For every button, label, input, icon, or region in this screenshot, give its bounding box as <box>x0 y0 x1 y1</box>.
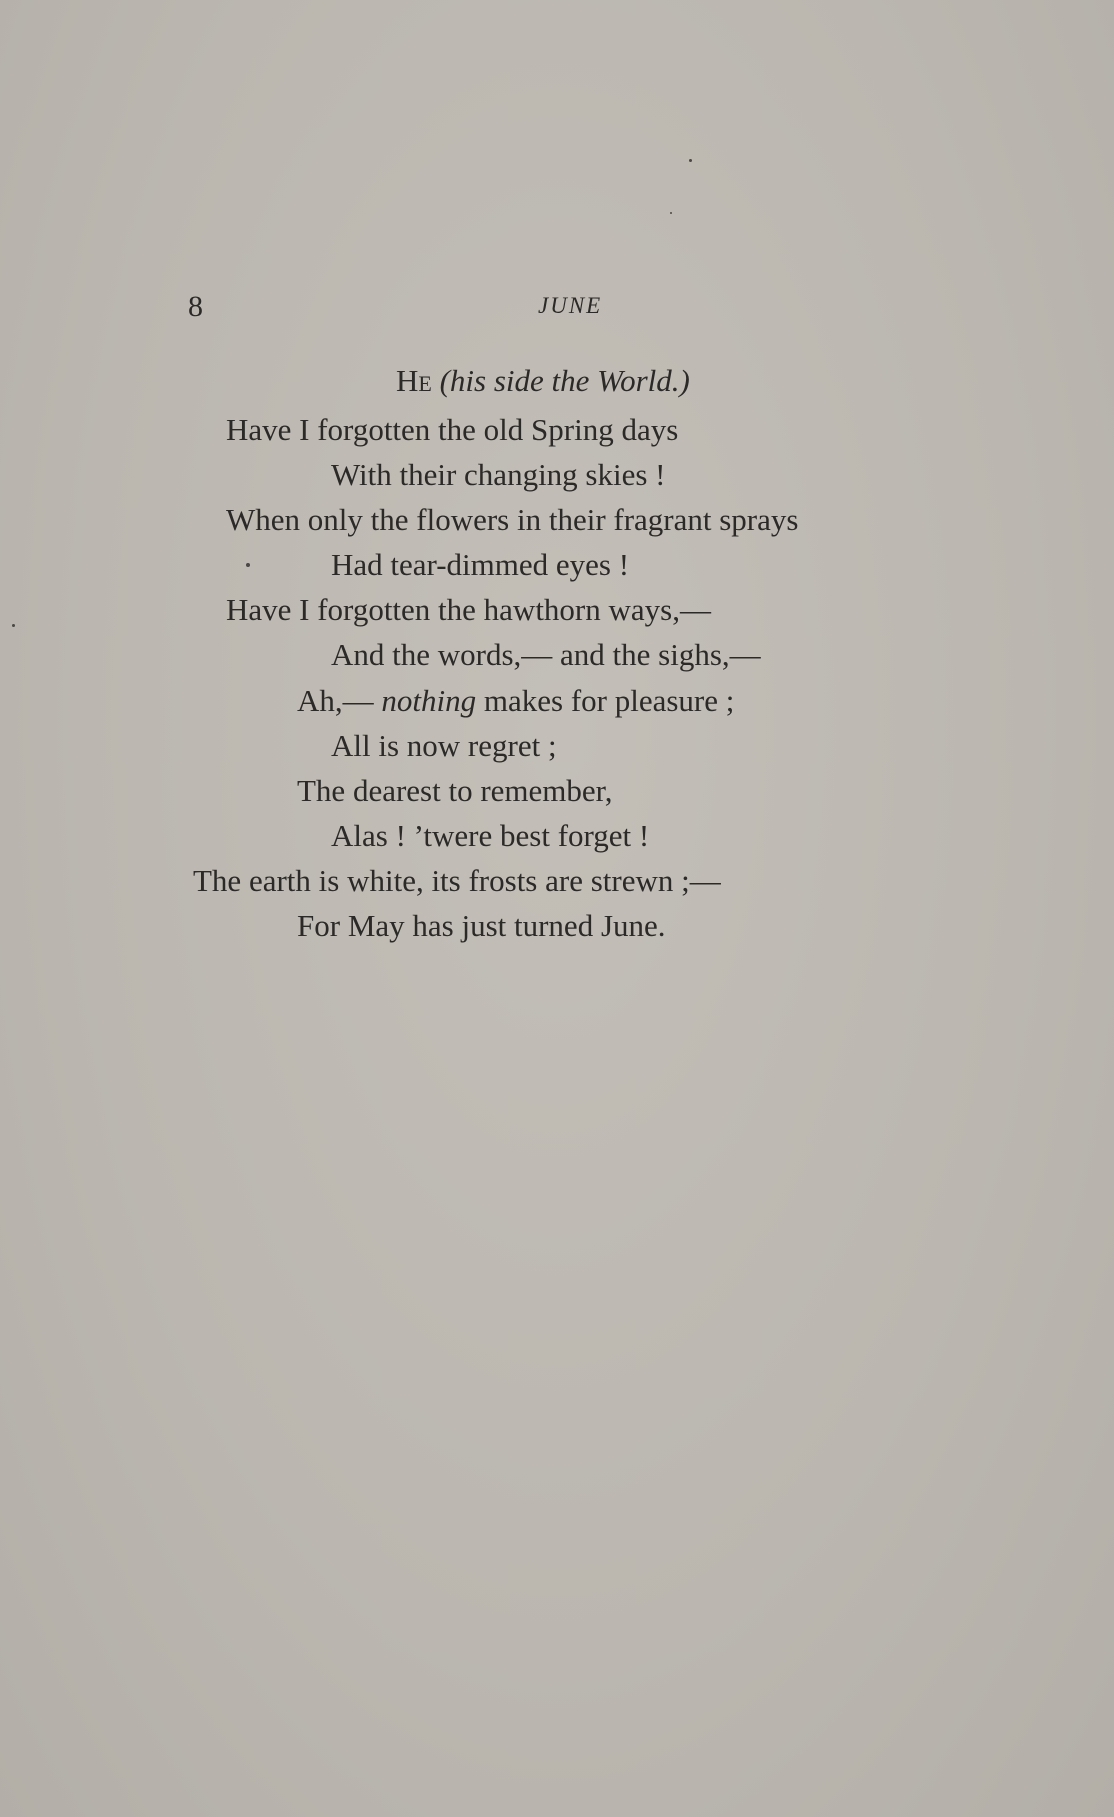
speaker-note: (his side the World.) <box>439 363 690 398</box>
poem-line: When only the flowers in their fragrant sprays <box>226 502 799 537</box>
poem-line: All is now regret ; <box>331 728 557 763</box>
poem-line: And the words,— and the sighs,— <box>331 637 761 672</box>
speaker-heading <box>396 363 690 399</box>
poem-line: The earth is white, its frosts are strewn ;— <box>193 863 721 898</box>
poem-line: Had tear-dimmed eyes ! <box>331 547 630 582</box>
ink-speck <box>689 159 692 162</box>
poem-line: With their changing skies ! <box>331 457 666 492</box>
poem-line: Alas ! ’twere best forget ! <box>331 818 650 853</box>
poem-line: Have I forgotten the old Spring days <box>226 412 679 447</box>
poem-line <box>297 685 734 716</box>
poem-line-part: makes for pleasure ; <box>476 683 735 718</box>
poem-line-emphasis: nothing <box>381 683 477 718</box>
ink-speck <box>246 563 250 567</box>
speaker-name: He <box>396 363 432 398</box>
poem-line: The dearest to remember, <box>297 773 613 808</box>
poem-line: Have I forgotten the hawthorn ways,— <box>226 592 711 627</box>
poem-line-part: Ah,— <box>297 683 382 718</box>
ink-speck <box>12 624 15 627</box>
page-number: 8 <box>188 290 203 323</box>
poem-line: For May has just turned June. <box>297 908 666 943</box>
running-title: JUNE <box>538 293 603 318</box>
ink-speck <box>670 212 672 214</box>
